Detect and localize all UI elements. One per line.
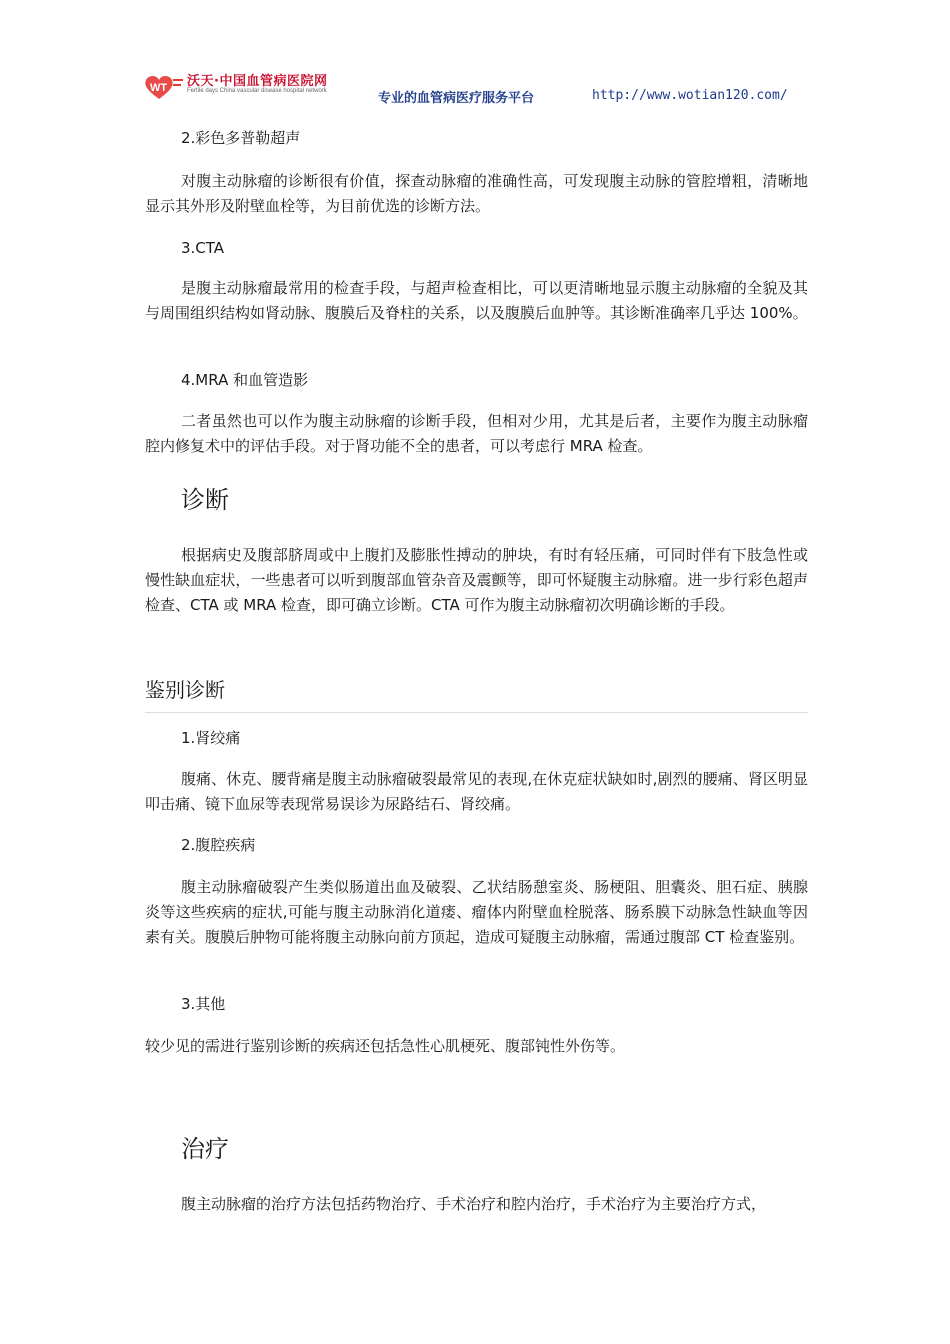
section-title-cta: 3.CTA	[181, 239, 225, 257]
paragraph-renal-colic: 腹痛、休克、腰背痛是腹主动脉瘤破裂最常见的表现,在休克症状缺如时,剧烈的腰痛、肾区明显叩击痛、镜下血尿等表现常易误诊为尿路结石、肾绞痛。	[145, 770, 808, 813]
section-title-abdominal-disease: 2.腹腔疾病	[181, 836, 256, 854]
paragraph-other: 较少见的需进行鉴别诊断的疾病还包括急性心肌梗死、腹部钝性外伤等。	[145, 1037, 626, 1055]
section-title-renal-colic: 1.肾绞痛	[181, 729, 241, 747]
paragraph-abdominal-disease: 腹主动脉瘤破裂产生类似肠道出血及破裂、乙状结肠憩室炎、肠梗阻、胆囊炎、胆石症、胰腺炎等这些疾病的症状,可能与腹主动脉消化道瘘、瘤体内附壁血栓脱落、肠系膜下动脉急性缺血等因素有关。腹膜后肿物可能将腹主动脉向前方顶起，造成可疑腹主动脉瘤，需通过腹部 CT 检查鉴别。	[145, 878, 808, 946]
page-header	[0, 0, 950, 110]
site-url-link[interactable]: http://www.wotian120.com/	[592, 88, 788, 103]
paragraph-color-doppler: 对腹主动脉瘤的诊断很有价值，探查动脉瘤的准确性高，可发现腹主动脉的管腔增粗，清晰地显示其外形及附壁血栓等，为目前优选的诊断方法。	[145, 172, 808, 215]
site-slogan: 专业的血管病医疗服务平台	[378, 91, 535, 106]
site-logo[interactable]	[143, 70, 333, 102]
logo-chinese-text: 沃天·中国血管病医院网	[187, 74, 328, 89]
heading-diagnosis: 诊断	[181, 486, 229, 514]
paragraph-cta: 是腹主动脉瘤最常用的检查手段，与超声检查相比，可以更清晰地显示腹主动脉瘤的全貌及其与周围组织结构如肾动脉、腹膜后及脊柱的关系，以及腹膜后血肿等。其诊断准确率几乎达 100%。	[145, 279, 808, 322]
heading-differential-diagnosis: 鉴别诊断	[145, 678, 225, 702]
section-title-color-doppler: 2.彩色多普勒超声	[181, 129, 301, 147]
paragraph-diagnosis: 根据病史及腹部脐周或中上腹扪及膨胀性搏动的肿块，有时有轻压痛，可同时伴有下肢急性或慢性缺血症状，一些患者可以听到腹部血管杂音及震颤等，即可怀疑腹主动脉瘤。进一步行彩色超声检查、CTA 或 MRA 检查，即可确立诊断。CTA 可作为腹主动脉瘤初次明确诊断的手段。	[145, 546, 808, 614]
paragraph-treatment: 腹主动脉瘤的治疗方法包括药物治疗、手术治疗和腔内治疗，手术治疗为主要治疗方式，	[181, 1195, 767, 1213]
heading-divider	[145, 712, 808, 713]
heading-treatment: 治疗	[181, 1135, 229, 1163]
svg-text:WT: WT	[150, 82, 168, 94]
section-title-mra: 4.MRA 和血管造影	[181, 371, 309, 389]
heart-logo-icon	[143, 72, 185, 100]
logo-english-text: Fertile days China vascular disease hospital network	[187, 88, 327, 94]
paragraph-mra: 二者虽然也可以作为腹主动脉瘤的诊断手段，但相对少用，尤其是后者，主要作为腹主动脉瘤腔内修复术中的评估手段。对于肾功能不全的患者，可以考虑行 MRA 检查。	[145, 412, 808, 455]
section-title-other: 3.其他	[181, 995, 226, 1013]
